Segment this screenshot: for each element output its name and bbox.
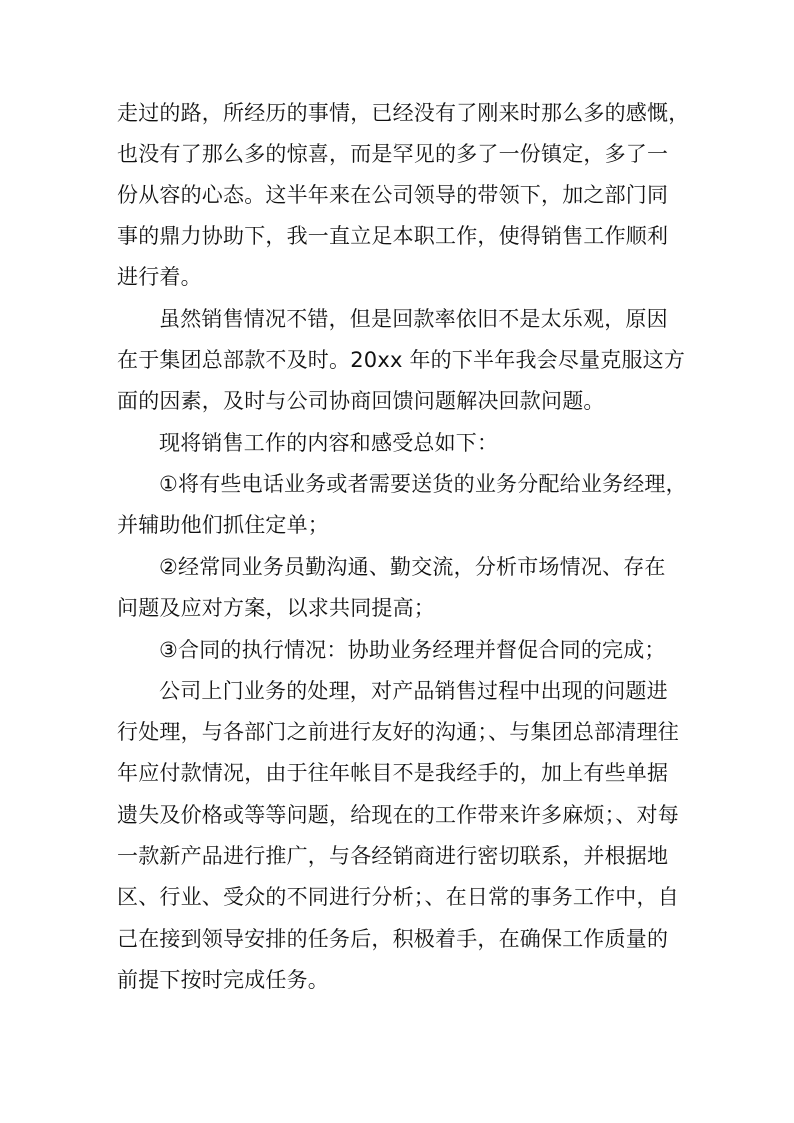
text-line: 问题及应对方案，以求共同提高； [117,596,435,620]
text-line: 在于集团总部款不及时。20xx 年的下半年我会尽量克服这方 [117,348,686,372]
text-line: 虽然销售情况不错，但是回款率依旧不是太乐观，原因 [159,307,668,331]
text-line: 份从容的心态。这半年来在公司领导的带领下，加之部门同 [117,183,669,207]
text-line: 前提下按时完成任务。 [117,968,329,992]
text-line: 年应付款情况，由于往年帐目不是我经手的，加上有些单据 [117,761,669,785]
text-line: 走过的路，所经历的事情，已经没有了刚来时那么多的感慨， [117,101,690,125]
text-line: 己在接到领导安排的任务后，积极着手，在确保工作质量的 [117,927,669,951]
text-line: 进行着。 [117,265,202,289]
text-line: 面的因素，及时与公司协商回馈问题解决回款问题。 [117,389,605,413]
text-line: 事的鼎力协助下，我一直立足本职工作，使得销售工作顺利 [117,224,669,248]
text-line: 区、行业、受众的不同进行分析；、在日常的事务工作中，自 [117,885,679,909]
text-line: 现将销售工作的内容和感受总如下： [159,431,499,455]
text-line: ③合同的执行情况：协助业务经理并督促合同的完成； [159,638,666,662]
text-line: 并辅助他们抓住定单； [117,513,329,537]
text-line: 一款新产品进行推广，与各经销商进行密切联系，并根据地 [117,844,669,868]
text-line: 行处理，与各部门之前进行友好的沟通；、与集团总部清理往 [117,720,679,744]
text-line: 遗失及价格或等等问题，给现在的工作带来许多麻烦；、对每 [117,803,679,827]
text-line: ②经常同业务员勤沟通、勤交流，分析市场情况、存在 [159,555,666,579]
text-line: 公司上门业务的处理，对产品销售过程中出现的问题进 [159,679,668,703]
text-line: ①将有些电话业务或者需要送货的业务分配给业务经理， [159,472,687,496]
text-line: 也没有了那么多的惊喜，而是罕见的多了一份镇定，多了一 [117,142,669,166]
